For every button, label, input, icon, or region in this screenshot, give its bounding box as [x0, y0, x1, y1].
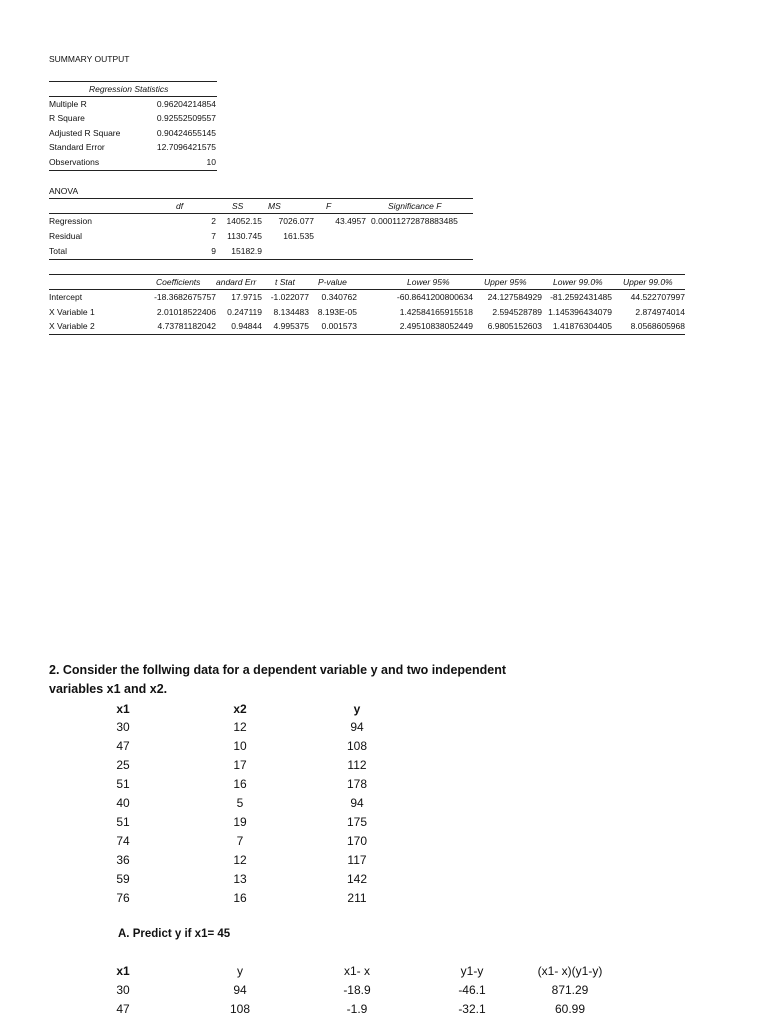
coef-pvalue: 0.001573 [321, 321, 357, 331]
calc-cell-x-dev: -18.9 [343, 983, 371, 997]
anova-ms: 7026.077 [278, 216, 314, 226]
data-cell-x1: 74 [116, 834, 130, 848]
coef-pvalue: 8.193E-05 [317, 307, 357, 317]
anova-row-label: Residual [49, 231, 83, 241]
data-cell-x2: 19 [233, 815, 247, 829]
stat-label: Standard Error [49, 142, 105, 152]
data-cell-y: 178 [346, 777, 368, 791]
coef-upper95: 6.9805152603 [487, 321, 542, 331]
anova-df: 7 [211, 231, 216, 241]
coef-upper99: 8.0568605968 [630, 321, 685, 331]
anova-df: 9 [211, 246, 216, 256]
coef-lower95: 2.49510838052449 [399, 321, 473, 331]
data-cell-y: 175 [346, 815, 368, 829]
coef-upper95: 24.127584929 [487, 292, 542, 302]
data-cell-y: 142 [346, 872, 368, 886]
calc-cell-y: 94 [233, 983, 247, 997]
data-cell-x2: 5 [236, 796, 244, 810]
calc-cell-product: 60.99 [554, 1002, 586, 1016]
calc-cell-product: 871.29 [551, 983, 589, 997]
anova-df: 2 [211, 216, 216, 226]
coef-row-label: Intercept [49, 292, 83, 302]
calc-cell-y-dev: -32.1 [458, 1002, 486, 1016]
data-cell-y: 117 [347, 853, 367, 867]
coef-upper99: 2.874974014 [635, 307, 685, 317]
data-cell-x2: 13 [233, 872, 247, 886]
stat-value: 10 [206, 157, 216, 167]
data-cell-x1: 36 [116, 853, 130, 867]
data-header-y: y [353, 702, 361, 716]
question-line-2: variables x1 and x2. [49, 682, 168, 696]
coef-upper95: 2.594528789 [492, 307, 542, 317]
stat-label: R Square [49, 113, 85, 123]
coef-value: 2.01018522406 [156, 307, 216, 317]
data-cell-x2: 16 [233, 891, 247, 905]
anova-ss: 14052.15 [226, 216, 262, 226]
anova-ss: 15182.9 [231, 246, 262, 256]
anova-ms: 161.535 [283, 231, 314, 241]
coef-lower99: 1.41876304405 [552, 321, 612, 331]
calc-header-y: y [237, 964, 243, 978]
data-cell-x1: 76 [116, 891, 130, 905]
coef-header: P-value [318, 277, 347, 287]
coef-stderr: 0.247119 [227, 307, 262, 317]
coef-tstat: -1.022077 [270, 292, 309, 302]
calc-header-y-dev: y1-y [460, 964, 484, 978]
calc-header-x-dev: x1- x [343, 964, 370, 978]
data-cell-x2: 10 [233, 739, 247, 753]
coef-header: Lower 99.0% [553, 277, 603, 287]
coef-lower99: -81.2592431485 [550, 292, 612, 302]
stat-value: 0.90424655145 [156, 128, 216, 138]
data-cell-x2: 12 [233, 720, 247, 734]
coef-stderr: 0.94844 [231, 321, 262, 331]
coef-row-label: X Variable 2 [49, 321, 95, 331]
coef-row-label: X Variable 1 [49, 307, 95, 317]
calc-cell-x-dev: -1.9 [346, 1002, 368, 1016]
coef-header: Upper 99.0% [623, 277, 673, 287]
calc-header-x1: x1 [116, 964, 130, 978]
coef-lower95: -60.8641200800634 [396, 292, 473, 302]
anova-header-sig: Significance F [388, 201, 442, 211]
coef-header: andard Err [216, 277, 257, 287]
calc-cell-x1: 30 [116, 983, 130, 997]
stat-value: 0.92552509557 [156, 113, 216, 123]
data-cell-x1: 59 [116, 872, 130, 886]
anova-f: 43.4957 [335, 216, 366, 226]
coef-tstat: 8.134483 [273, 307, 309, 317]
anova-header-ms: MS [268, 201, 281, 211]
coef-upper99: 44.522707997 [630, 292, 685, 302]
data-cell-y: 211 [347, 891, 367, 905]
data-cell-x1: 40 [116, 796, 130, 810]
stat-value: 0.96204214854 [156, 99, 216, 109]
data-cell-y: 112 [347, 758, 367, 772]
coef-value: 4.73781182042 [157, 321, 216, 331]
coef-value: -18.3682675757 [154, 292, 216, 302]
anova-header-df: df [176, 201, 184, 211]
calc-cell-y: 108 [229, 1002, 251, 1016]
coef-lower95: 1.42584165915518 [399, 307, 473, 317]
data-cell-x1: 47 [116, 739, 130, 753]
question-line-1: 2. Consider the follwing data for a dependent variable y and two independent [49, 663, 507, 677]
anova-header-f: F [326, 201, 332, 211]
anova-header-ss: SS [232, 201, 244, 211]
regression-statistics-header: Regression Statistics [89, 84, 169, 94]
coef-header: Coefficients [156, 277, 201, 287]
data-cell-x2: 7 [236, 834, 244, 848]
data-cell-x1: 30 [116, 720, 130, 734]
coef-tstat: 4.995375 [273, 321, 309, 331]
coef-header: Upper 95% [484, 277, 527, 287]
coef-header: Lower 95% [407, 277, 450, 287]
calc-cell-y-dev: -46.1 [458, 983, 486, 997]
coef-stderr: 17.9715 [231, 292, 262, 302]
part-a-label: A. Predict y if x1= 45 [118, 928, 231, 940]
anova-row-label: Regression [49, 216, 92, 226]
coef-pvalue: 0.340762 [321, 292, 357, 302]
calc-cell-x1: 47 [116, 1002, 130, 1016]
stat-label: Multiple R [49, 99, 87, 109]
stat-label: Adjusted R Square [49, 128, 121, 138]
data-header-x2: x2 [233, 702, 247, 716]
coef-lower99: 1.145396434079 [548, 307, 612, 317]
data-cell-x2: 12 [233, 853, 247, 867]
coef-header: t Stat [275, 277, 295, 287]
data-cell-y: 94 [350, 796, 364, 810]
data-cell-x1: 25 [116, 758, 130, 772]
stat-label: Observations [49, 157, 100, 167]
data-cell-x1: 51 [116, 777, 130, 791]
summary-title: SUMMARY OUTPUT [49, 54, 130, 64]
data-cell-x2: 17 [233, 758, 247, 772]
calc-header-product: (x1- x)(y1-y) [537, 964, 603, 978]
data-cell-y: 94 [350, 720, 364, 734]
anova-ss: 1130.745 [227, 231, 262, 241]
data-header-x1: x1 [116, 702, 130, 716]
data-cell-x1: 51 [116, 815, 130, 829]
anova-title: ANOVA [49, 186, 79, 196]
anova-row-label: Total [49, 246, 67, 256]
data-cell-y: 108 [346, 739, 368, 753]
data-cell-y: 170 [346, 834, 368, 848]
data-cell-x2: 16 [233, 777, 247, 791]
anova-sig: 0.00011272878883485 [371, 216, 458, 226]
stat-value: 12.7096421575 [156, 142, 216, 152]
